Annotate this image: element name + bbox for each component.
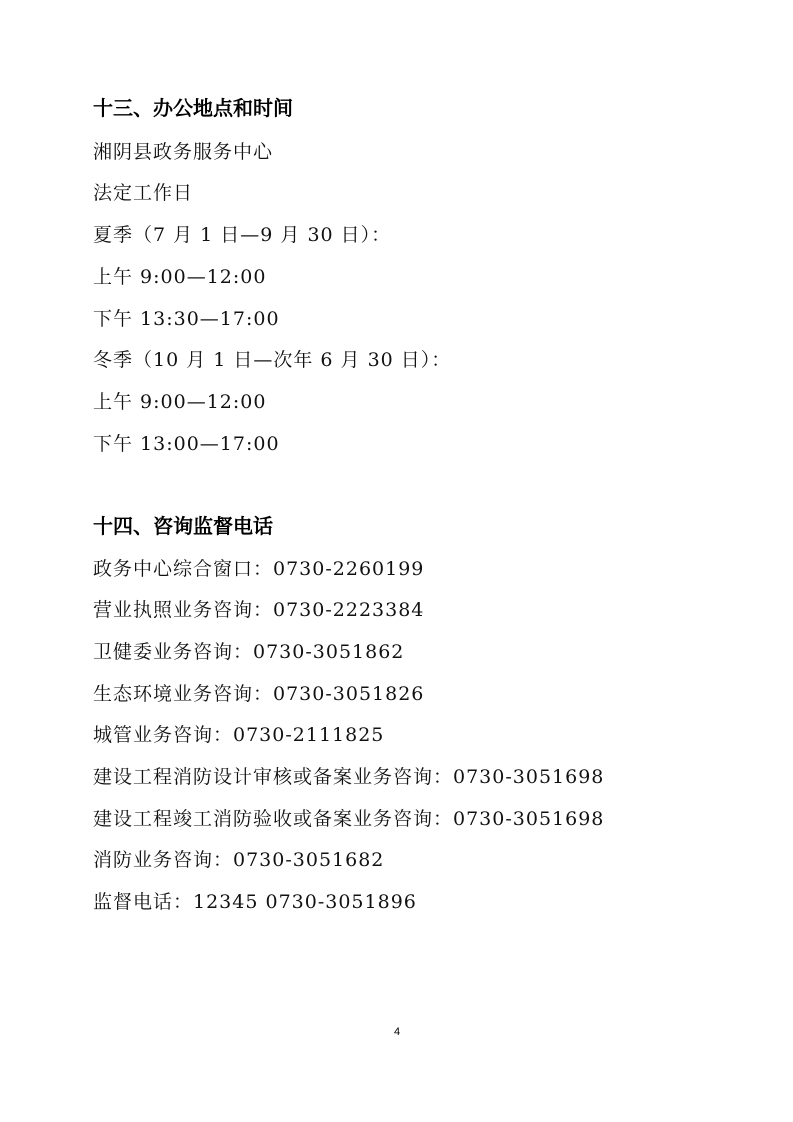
page-number: 4 <box>393 1026 401 1038</box>
summer-period: 夏季（7 月 1 日—9 月 30 日）： <box>93 224 392 246</box>
phone-urban-management: 城管业务咨询：0730-2111825 <box>93 724 385 746</box>
office-location: 湘阴县政务服务中心 <box>93 141 274 163</box>
phone-business-license: 营业执照业务咨询：0730-2223384 <box>93 599 425 621</box>
phone-service-center: 政务中心综合窗口：0730-2260199 <box>93 558 425 580</box>
winter-morning-hours: 上午 9:00—12:00 <box>93 391 267 413</box>
winter-afternoon-hours: 下午 13:00—17:00 <box>93 433 280 455</box>
winter-period: 冬季（10 月 1 日—次年 6 月 30 日）： <box>93 349 452 371</box>
summer-afternoon-hours: 下午 13:30—17:00 <box>93 308 280 330</box>
working-days: 法定工作日 <box>93 182 194 204</box>
phone-fire-services: 消防业务咨询：0730-3051682 <box>93 849 385 871</box>
phone-supervision: 监督电话：12345 0730-3051896 <box>93 891 417 913</box>
phone-ecology-environment: 生态环境业务咨询：0730-3051826 <box>93 683 425 705</box>
phone-fire-acceptance: 建设工程竣工消防验收或备案业务咨询：0730-3051698 <box>93 808 605 830</box>
summer-morning-hours: 上午 9:00—12:00 <box>93 266 267 288</box>
phone-fire-design-review: 建设工程消防设计审核或备案业务咨询：0730-3051698 <box>93 766 605 788</box>
phone-health-commission: 卫健委业务咨询：0730-3051862 <box>93 641 405 663</box>
section-14-heading: 十四、咨询监督电话 <box>93 514 273 538</box>
section-13-heading: 十三、办公地点和时间 <box>93 96 293 120</box>
